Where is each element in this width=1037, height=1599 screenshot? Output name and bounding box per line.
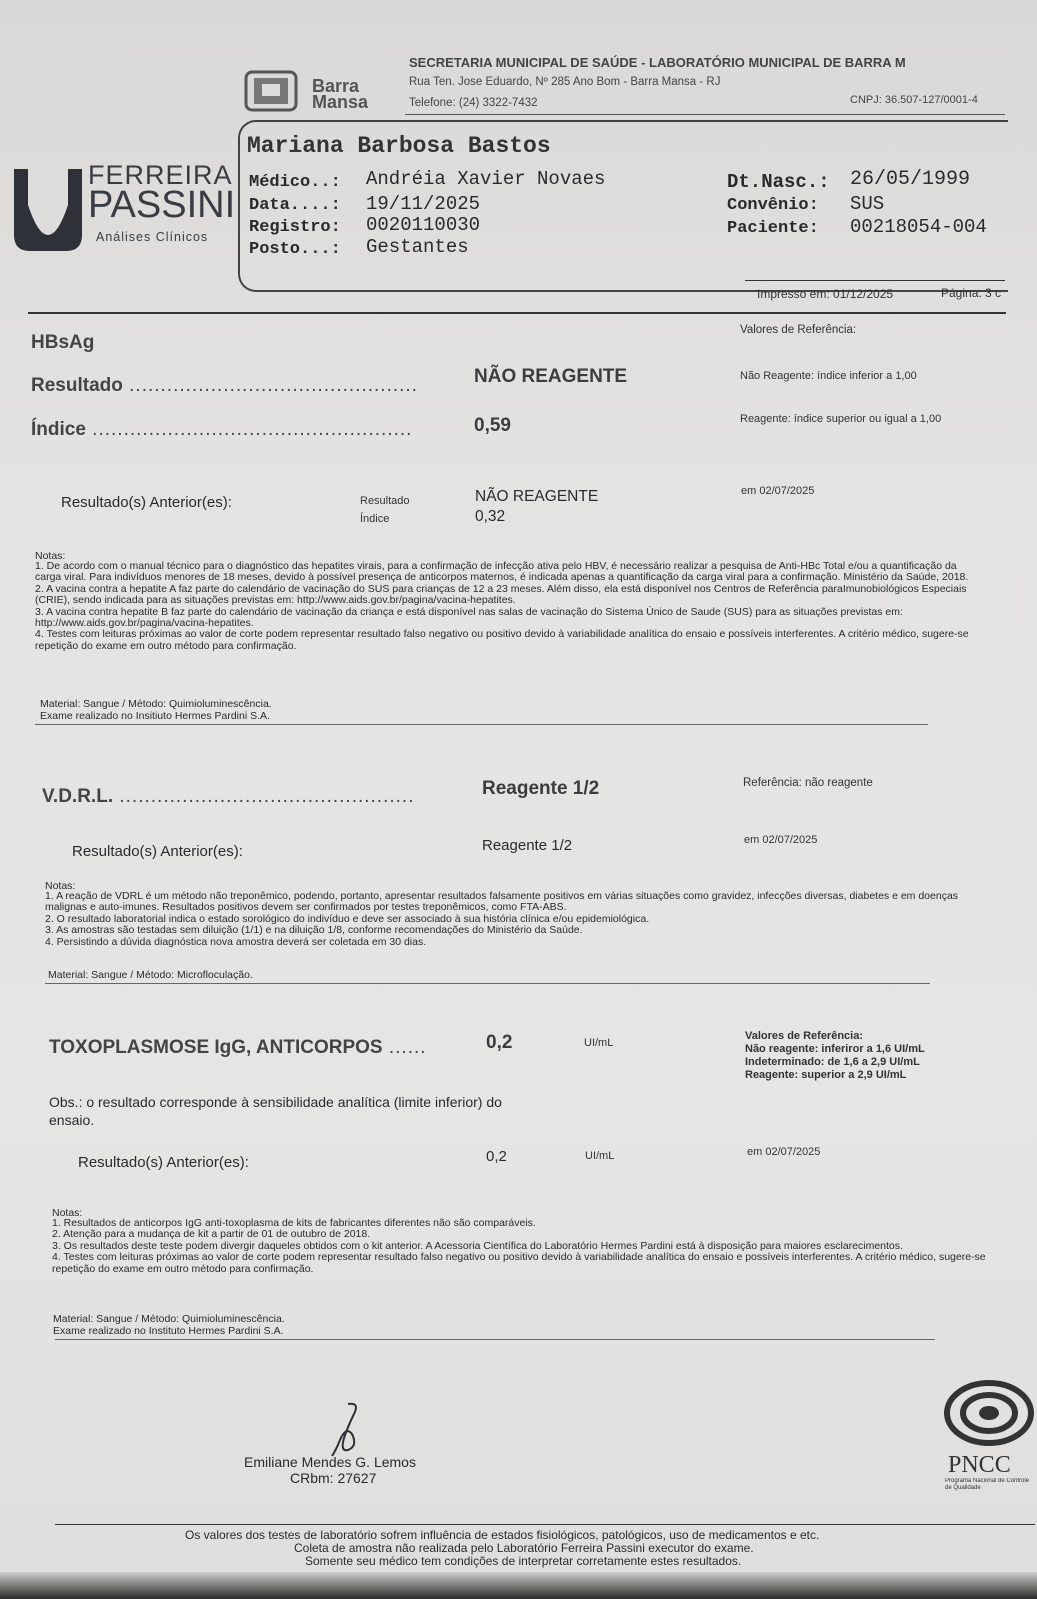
hbsag-notes: 1. De acordo com o manual técnico para o diagnóstico das hepatites virais, para a confirmação de infecção ativa pelo HBV, é necessário realizar a pesquisa de Anti-HBc Total e/ou a quantificação da carga viral. Para indivíduos menores de 18 meses, devido à possível presença de anticorpos maternos, é indicada apenas a quantificação da carga viral para a confirmação. Ministério da Saúde, 2018. 2. A vacina contra a hepatite A faz parte do calendário de vacinação do SUS para crianças de 12 a 23 meses. Além disso, ela está disponível nos Centros de Referência paraImunobiológicos Especiais (CRIE), sendo indicada para as situações previstas em: http://www.aids.gov.br/pagina/vacina-hepatites. 3. A vacina contra hepatite B faz parte do calendário de vacinação da criança e está disponível nas salas de vacinação do Sistema Único de Saude (SUS) para as situações previstas em: http://www.aids.gov.br/pagina/vacina-hepatites. 4. Testes com leituras próximas ao valor de corte podem representar resultado falso negativo ou positivo devido à variabilidade analítica do ensaio e possíveis interferentes. A critério médico, sugere-se repetição do exame em outro método para confirmação. (35, 560, 969, 652)
hbsag-prev-idx-label: Índice (360, 513, 390, 525)
toxo-prev: 0,2 (486, 1148, 507, 1165)
toxo-ref-3: Reagente: superior a 2,9 UI/mL (745, 1069, 907, 1081)
hbsag-executed: Exame realizado no Insitiuto Hermes Pardini S.A. (40, 710, 270, 722)
toxo-end-rule (55, 1339, 935, 1340)
ferreira-passini-logo-icon (8, 165, 88, 255)
leader-dots: .............................................. (122, 375, 418, 396)
vdrl-title-text: V.D.R.L. (42, 786, 114, 807)
impresso: Impresso em: 01/12/2025 (757, 287, 894, 301)
lab-phone: Telefone: (24) 3322-7432 (409, 97, 538, 109)
data-label: Data....: (249, 196, 341, 215)
registro-label: Registro: (249, 218, 341, 237)
vdrl-prev-label: Resultado(s) Anterior(es): (72, 843, 243, 860)
vdrl-end-rule (45, 983, 930, 984)
vdrl-ref: Referência: não reagente (743, 777, 873, 789)
toxo-ref-1: Não reagente: inferiror a 1,6 UI/mL (745, 1043, 925, 1055)
top-section-rule (28, 312, 1006, 314)
lab-cnpj: CNPJ: 36.507-127/0001-4 (850, 94, 978, 106)
city-logo-text-2: Mansa (312, 92, 369, 112)
leader-dots: ............................................... (113, 786, 415, 807)
signature-scribble (318, 1400, 378, 1460)
hbsag-indice-value: 0,59 (474, 415, 511, 436)
hbsag-material: Material: Sangue / Método: Quimioluminescência. (40, 698, 272, 710)
toxo-title-text: TOXOPLASMOSE IgG, ANTICORPOS (49, 1037, 383, 1058)
footer-rule (55, 1524, 1035, 1525)
signature-crbm: CRbm: 27627 (290, 1470, 377, 1486)
hbsag-prev-res-label: Resultado (360, 495, 410, 507)
header-rule (405, 114, 1005, 115)
paciente-label: Paciente: (727, 219, 819, 238)
toxo-title (49, 1037, 427, 1059)
posto-value: Gestantes (366, 236, 469, 258)
pagina: Página: 3 c (941, 286, 1002, 300)
signature-name: Emiliane Mendes G. Lemos (244, 1454, 416, 1470)
nasc-value: 26/05/1999 (850, 168, 971, 191)
pncq-seal-icon (944, 1378, 1034, 1448)
hbsag-prev-res: NÃO REAGENTE (475, 488, 599, 505)
vdrl-title (42, 786, 414, 808)
medico-label: Médico..: (249, 173, 341, 192)
hbsag-notes-title: Notas: (35, 550, 66, 562)
hbsag-end-rule (35, 724, 928, 725)
city-logo-text-1: Barra (312, 76, 360, 96)
toxo-notes: 1. Resultados de anticorpos IgG anti-toxoplasma de kits de fabricantes diferentes não são comparáveis. 2. Atenção para a mudança de kit a partir de 01 de outubro de 2018. 3. Os resultados deste teste podem divergir daqueles obtidos com o kit anterior. A Acessoria Científica do Laboratório Hermes Pardini está à disposição para maiores esclarecimentos. 4. Testes com leituras próximas ao valor de corte podem representar resultado falso negativo ou positivo devido à variabilidade analítica do ensaio e possíveis interferentes. A critério médico, sugere-se repetição do exame em outro método para confirmação. (52, 1217, 986, 1275)
toxo-prev-label: Resultado(s) Anterior(es): (78, 1154, 249, 1171)
hbsag-prev-idx: 0,32 (475, 508, 506, 525)
hbsag-title: HBsAg (31, 332, 95, 353)
pncq-label: PNCC (948, 1452, 1011, 1478)
hbsag-ref-title: Valores de Referência: (740, 324, 857, 336)
lab-title: SECRETARIA MUNICIPAL DE SAÚDE - LABORATÓRIO MUNICIPAL DE BARRA M (409, 55, 906, 70)
city-logo (240, 66, 302, 114)
registro-value: 0020110030 (366, 214, 481, 236)
lab-logo-sub: Análises Clínicos (96, 230, 209, 244)
lab-logo-line2: PASSINI (88, 184, 236, 226)
hbsag-ref-2: Reagente: índice superior ou igual a 1,00 (740, 413, 942, 425)
toxo-unit: UI/mL (584, 1037, 614, 1049)
convenio-value: SUS (850, 193, 885, 215)
leader-dots: ...... (382, 1037, 427, 1058)
hbsag-prev-label: Resultado(s) Anterior(es): (61, 494, 232, 511)
hbsag-indice-label (31, 419, 412, 441)
vdrl-notes-title: Notas: (45, 880, 76, 892)
nasc-label: Dt.Nasc.: (727, 171, 830, 193)
vdrl-prev: Reagente 1/2 (482, 837, 573, 854)
lab-address: Rua Ten. Jose Eduardo, Nº 285 Ano Bom - Barra Mansa - RJ (409, 76, 721, 88)
lab-logo-line1: FERREIRA (88, 160, 233, 190)
toxo-ref-2: Indeterminado: de 1,6 a 2,9 UI/mL (745, 1056, 920, 1068)
data-value: 19/11/2025 (366, 193, 481, 215)
hbsag-resultado-label-text: Resultado (31, 375, 123, 396)
hbsag-indice-label-text: Índice (31, 419, 86, 440)
toxo-prev-date: em 02/07/2025 (747, 1146, 821, 1158)
paciente-value: 00218054-004 (850, 216, 987, 238)
toxo-resultado: 0,2 (486, 1032, 513, 1053)
toxo-obs: Obs.: o resultado corresponde à sensibilidade analítica (limite inferior) do ensaio. (49, 1094, 502, 1128)
hbsag-prev-date: em 02/07/2025 (741, 485, 815, 497)
footer-line-1: Os valores dos testes de laboratório sofrem influência de estados fisiológicos, patológicos, uso de medicamentos e etc. (185, 1528, 820, 1542)
toxo-ref-title: Valores de Referência: (745, 1030, 864, 1042)
vdrl-notes: 1. A reação de VDRL é um método não treponêmico, podendo, portanto, apresentar resultados falsamente positivos em várias situações como gravidez, infecções diversas, diabetes e em doenças malignas e auto-imunes. Resultados positivos devem ser confirmados por testes treponêmicos, como FTA-ABS. 2. O resultado laboratorial indica o estado sorológico do indivíduo e deve ser associado à sua história clínica e/ou epidemiológica. 3. As amostras são testadas sem diluição (1/1) e na diluição 1/8, conforme recomendações do Ministério da Saúde. 4. Persistindo a dúvida diagnóstica nova amostra deverá ser coletada em 30 dias. (45, 890, 959, 948)
vdrl-resultado: Reagente 1/2 (482, 778, 600, 799)
hbsag-resultado-label (31, 375, 418, 397)
page-bottom-shadow (0, 1572, 1037, 1599)
toxo-notes-title: Notas: (52, 1207, 83, 1219)
toxo-prev-unit: UI/mL (585, 1150, 615, 1162)
leader-dots: ................................................... (85, 419, 413, 440)
convenio-label: Convênio: (727, 196, 819, 215)
footer-line-2: Coleta de amostra não realizada pelo Laboratório Ferreira Passini executor do exame. (294, 1541, 754, 1555)
vdrl-prev-date: em 02/07/2025 (744, 834, 818, 846)
vdrl-material: Material: Sangue / Método: Microfloculação. (48, 969, 253, 981)
hbsag-resultado-value: NÃO REAGENTE (474, 366, 628, 387)
print-rule (745, 280, 1005, 281)
footer-line-3: Somente seu médico tem condições de interpretar corretamente estes resultados. (305, 1554, 742, 1568)
toxo-executed: Exame realizado no Instituto Hermes Pardini S.A. (53, 1325, 284, 1337)
posto-label: Posto...: (249, 240, 341, 259)
toxo-material: Material: Sangue / Método: Quimioluminescência. (53, 1313, 285, 1325)
patient-name: Mariana Barbosa Bastos (247, 133, 551, 159)
medico-value: Andréia Xavier Novaes (366, 168, 606, 190)
pncq-sub: Programa Nacional de Controle de Qualidade (945, 1478, 1030, 1491)
hbsag-ref-1: Não Reagente: índice inferior a 1,00 (740, 370, 917, 382)
